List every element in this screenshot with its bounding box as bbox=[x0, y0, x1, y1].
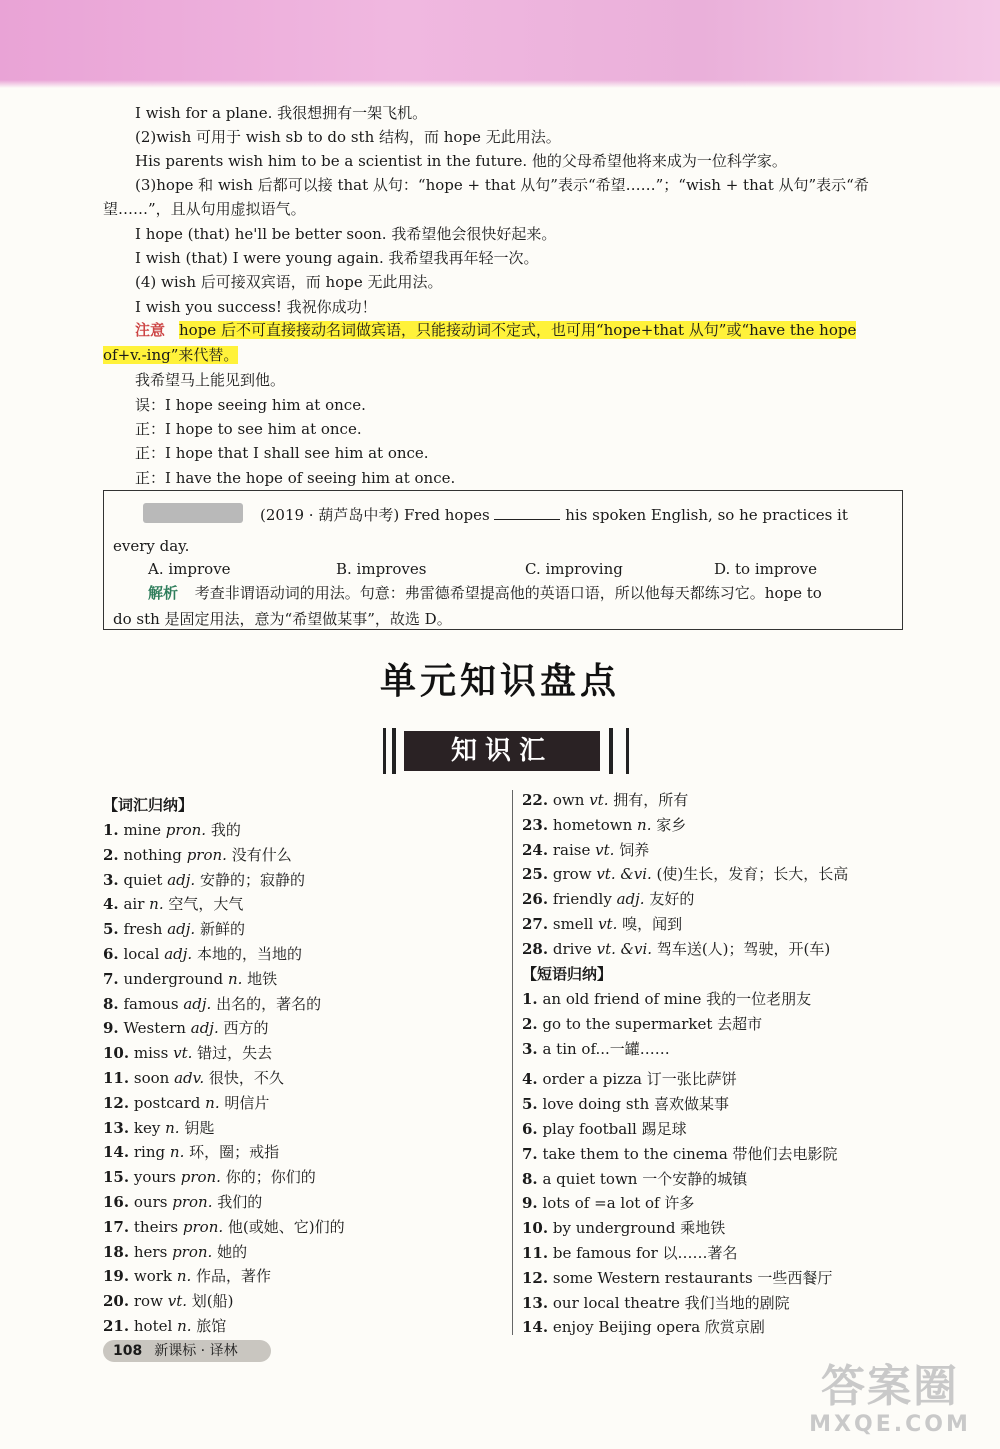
vocab-item bbox=[103, 1142, 279, 1162]
vocab-word: air bbox=[123, 895, 145, 914]
watermark-logo-text: 答案圈 bbox=[821, 1361, 959, 1412]
question-prefix: (2019 · 葫芦岛中考) Fred hopes bbox=[260, 506, 490, 524]
vocab-meaning: 本地的，当地的 bbox=[196, 945, 302, 963]
vocab-word: ours bbox=[133, 1193, 168, 1211]
note-text-continued: of+v.-ing”来代替。 bbox=[103, 346, 239, 364]
example-line: 我希望马上能见到他。 bbox=[135, 371, 286, 389]
vocab-word: hometown bbox=[552, 815, 633, 834]
vocab-word: grow bbox=[552, 865, 592, 884]
option-d: D. to improve bbox=[714, 560, 818, 578]
example-line: 正：I hope that I shall see him at once. bbox=[135, 444, 429, 462]
series-name: 新课标 · 译林 bbox=[154, 1343, 238, 1359]
phrase-text: order a pizza 订一张比萨饼 bbox=[542, 1070, 737, 1089]
vocab-pos: pron. bbox=[186, 845, 227, 864]
vocab-pos: vt. bbox=[167, 1292, 187, 1311]
note-line-2 bbox=[103, 345, 238, 365]
vocab-meaning: 错过，失去 bbox=[197, 1044, 273, 1063]
vocab-meaning: 嗅，闻到 bbox=[622, 915, 683, 933]
note-label: 注意 bbox=[135, 321, 166, 339]
phrase-item bbox=[522, 1144, 838, 1164]
vocab-pos: pron. bbox=[172, 1193, 213, 1211]
phrase-item bbox=[522, 1119, 687, 1139]
vocab-pos: n. bbox=[205, 1093, 220, 1112]
vocab-meaning: 环，圈；戒指 bbox=[189, 1143, 280, 1162]
vocab-word: local bbox=[123, 945, 160, 963]
vocab-number: 18. bbox=[103, 1242, 130, 1261]
phrase-text: enjoy Beijing opera 欣赏京剧 bbox=[552, 1318, 765, 1337]
vocab-number: 13. bbox=[103, 1118, 130, 1137]
vocab-pos: adj. bbox=[183, 994, 212, 1013]
vocab-meaning: 我们的 bbox=[217, 1193, 263, 1211]
example-line: 正：I have the hope of seeing him at once. bbox=[135, 469, 456, 487]
vocab-heading: 【词汇归纳】 bbox=[103, 796, 194, 814]
top-decorative-band bbox=[0, 0, 1000, 88]
section-banner: 知识汇 bbox=[404, 731, 600, 771]
explanation-line: I wish you success! 我祝你成功！ bbox=[135, 298, 377, 316]
vocab-pos: n. bbox=[177, 1317, 192, 1335]
option-c: C. improving bbox=[525, 560, 623, 578]
vocab-number: 27. bbox=[522, 915, 549, 933]
exercise-question-cont: every day. bbox=[113, 537, 190, 555]
phrase-number: 6. bbox=[522, 1120, 538, 1138]
vocab-number: 17. bbox=[103, 1217, 130, 1236]
explanation-line: 望……”，且从句用虚拟语气。 bbox=[103, 200, 306, 218]
phrase-number: 13. bbox=[522, 1293, 549, 1312]
column-divider bbox=[512, 790, 513, 1335]
vocab-item bbox=[103, 894, 243, 914]
vocab-word: friendly bbox=[552, 890, 612, 909]
vocab-pos: n. bbox=[176, 1267, 192, 1286]
phrase-item bbox=[522, 1317, 765, 1337]
vocab-pos: pron. bbox=[182, 1217, 224, 1236]
phrase-number: 11. bbox=[522, 1244, 549, 1262]
vocab-number: 24. bbox=[522, 840, 549, 859]
phrase-item bbox=[522, 1293, 790, 1313]
vocab-meaning: 西方的 bbox=[223, 1019, 269, 1038]
vocab-item bbox=[103, 1167, 316, 1187]
vocab-meaning: 我的 bbox=[210, 821, 241, 839]
explanation-line: (2)wish 可用于 wish sb to do sth 结构，而 hope 无此用法。 bbox=[135, 128, 561, 146]
explanation-line: (4) wish 后可接双宾语，而 hope 无此用法。 bbox=[135, 273, 443, 291]
vocab-number: 4. bbox=[103, 895, 119, 914]
vocab-word: underground bbox=[123, 969, 224, 988]
vocab-item bbox=[103, 1018, 269, 1038]
phrase-text: an old friend of mine 我的一位老朋友 bbox=[542, 990, 812, 1008]
vocab-number: 21. bbox=[103, 1317, 130, 1335]
phrase-text: our local theatre 我们当地的剧院 bbox=[552, 1293, 790, 1312]
vocab-meaning: 钥匙 bbox=[184, 1118, 215, 1137]
phrase-text: by underground 乘地铁 bbox=[552, 1219, 726, 1238]
vocab-item bbox=[103, 1291, 234, 1311]
vocab-pos: adj. bbox=[167, 870, 196, 889]
question-suffix: his spoken English, so he practices it bbox=[565, 506, 848, 524]
phrase-number: 8. bbox=[522, 1169, 538, 1188]
vocab-number: 5. bbox=[103, 920, 119, 939]
vocab-meaning: 地铁 bbox=[247, 969, 278, 988]
vocab-item bbox=[103, 1043, 272, 1063]
vocab-pos: n. bbox=[165, 1118, 180, 1137]
phrase-number: 10. bbox=[522, 1219, 549, 1238]
vocab-item bbox=[103, 845, 292, 865]
vocab-number: 19. bbox=[103, 1267, 130, 1286]
vocab-word: hotel bbox=[133, 1317, 173, 1335]
vocab-word: hers bbox=[133, 1242, 168, 1261]
vocab-word: quiet bbox=[123, 870, 163, 889]
example-line: 误：I hope seeing him at once. bbox=[135, 396, 366, 414]
phrase-item bbox=[522, 1243, 738, 1263]
explanation-line: (3)hope 和 wish 后都可以接 that 从句：“hope + that 从句”表示“希望……”；“wish + that 从句”表示“希 bbox=[135, 176, 869, 194]
phrase-number: 4. bbox=[522, 1070, 538, 1089]
phrase-number: 7. bbox=[522, 1144, 538, 1163]
vocab-word: famous bbox=[123, 994, 179, 1013]
phrase-item bbox=[522, 1014, 762, 1034]
answer-blank bbox=[494, 503, 560, 520]
phrase-number: 9. bbox=[522, 1194, 538, 1213]
vocab-word: raise bbox=[552, 840, 591, 859]
note-text: hope 后不可直接接动名词做宾语，只能接动词不定式，也可用“hope+that 从句”或“have the hope bbox=[179, 321, 857, 339]
vocab-meaning: 驾车送(人)；驾驶，开(车) bbox=[656, 939, 831, 958]
vocab-pos: pron. bbox=[172, 1242, 213, 1261]
vocab-item bbox=[522, 914, 682, 934]
vocab-word: work bbox=[133, 1267, 173, 1286]
vocab-number: 14. bbox=[103, 1143, 130, 1162]
vocab-word: theirs bbox=[133, 1217, 179, 1236]
vocab-item bbox=[103, 820, 241, 840]
vocab-item bbox=[103, 1068, 284, 1088]
vocab-meaning: 你的；你们的 bbox=[225, 1168, 316, 1187]
vocab-number: 10. bbox=[103, 1044, 130, 1063]
vocab-pos: vt. bbox=[589, 791, 609, 809]
vocab-item bbox=[522, 815, 686, 835]
phrase-text: lots of =a lot of 许多 bbox=[542, 1194, 695, 1213]
vocab-word: smell bbox=[552, 915, 594, 933]
vocab-number: 1. bbox=[103, 821, 119, 839]
vocab-item bbox=[103, 1242, 247, 1262]
vocab-meaning: 明信片 bbox=[224, 1093, 270, 1112]
vocab-meaning: 旅馆 bbox=[196, 1317, 227, 1335]
analysis-line-2: do sth 是固定用法，意为“希望做某事”，故选 D。 bbox=[113, 610, 452, 628]
vocab-word: ring bbox=[133, 1143, 166, 1162]
vocab-meaning: 没有什么 bbox=[231, 845, 292, 864]
vocab-pos: adj. bbox=[164, 945, 193, 963]
vocab-item bbox=[103, 1118, 214, 1138]
banner-stripe bbox=[392, 728, 396, 774]
vocab-word: nothing bbox=[123, 845, 182, 864]
phrase-text: a tin of...一罐…… bbox=[542, 1039, 670, 1058]
watermark-url: MXQE.COM bbox=[809, 1412, 971, 1437]
vocab-item bbox=[103, 944, 302, 964]
vocab-meaning: 安静的；寂静的 bbox=[199, 870, 305, 889]
vocab-word: mine bbox=[123, 821, 162, 839]
phrase-number: 3. bbox=[522, 1039, 538, 1058]
vocab-number: 23. bbox=[522, 815, 549, 834]
vocab-pos: adv. bbox=[174, 1069, 205, 1087]
phrase-text: play football 踢足球 bbox=[542, 1120, 687, 1138]
phrase-item bbox=[522, 989, 811, 1009]
vocab-word: Western bbox=[123, 1019, 186, 1038]
vocab-word: postcard bbox=[133, 1093, 201, 1112]
vocab-number: 12. bbox=[103, 1093, 130, 1112]
vocab-item bbox=[522, 864, 848, 884]
vocab-number: 16. bbox=[103, 1193, 130, 1211]
phrase-number: 12. bbox=[522, 1268, 549, 1287]
vocab-number: 11. bbox=[103, 1069, 130, 1087]
vocab-number: 28. bbox=[522, 939, 549, 958]
vocab-item bbox=[103, 994, 321, 1014]
vocab-pos: pron. bbox=[165, 821, 207, 839]
phrase-number: 5. bbox=[522, 1095, 538, 1114]
phrase-item bbox=[522, 1069, 737, 1089]
analysis-label: 解析 bbox=[148, 584, 179, 602]
analysis-line-1 bbox=[148, 583, 822, 603]
phrase-text: take them to the cinema 带他们去电影院 bbox=[542, 1144, 838, 1163]
vocab-item bbox=[103, 1192, 262, 1212]
vocab-number: 15. bbox=[103, 1168, 130, 1187]
vocab-word: row bbox=[133, 1292, 163, 1311]
vocab-item bbox=[522, 939, 830, 959]
vocab-number: 6. bbox=[103, 945, 119, 963]
phrase-item bbox=[522, 1039, 670, 1059]
vocab-item bbox=[103, 969, 277, 989]
vocab-number: 2. bbox=[103, 845, 119, 864]
vocab-pos: n. bbox=[227, 969, 243, 988]
unit-title: 单元知识盘点 bbox=[379, 661, 620, 702]
vocab-pos: adj. bbox=[190, 1019, 219, 1038]
vocab-word: miss bbox=[133, 1044, 169, 1063]
watermark bbox=[790, 1362, 990, 1442]
vocab-pos: n. bbox=[169, 1143, 185, 1162]
vocab-pos: vt. &vi. bbox=[596, 939, 653, 958]
vocab-number: 9. bbox=[103, 1019, 119, 1038]
vocab-number: 25. bbox=[522, 865, 549, 884]
explanation-line: I wish for a plane. 我很想拥有一架飞机。 bbox=[135, 104, 428, 122]
vocab-meaning: 作品，著作 bbox=[196, 1267, 272, 1286]
vocab-meaning: 出名的，著名的 bbox=[216, 994, 322, 1013]
vocab-number: 3. bbox=[103, 870, 119, 889]
explanation-line: I hope (that) he'll be better soon. 我希望他会很快好起来。 bbox=[135, 225, 557, 243]
vocab-item bbox=[522, 889, 694, 909]
phrase-item bbox=[522, 1218, 725, 1238]
vocab-meaning: 她的 bbox=[217, 1242, 248, 1261]
vocab-word: fresh bbox=[123, 920, 163, 939]
exercise-question bbox=[260, 503, 848, 525]
explanation-line: His parents wish him to be a scientist in the future. 他的父母希望他将来成为一位科学家。 bbox=[135, 152, 787, 170]
vocab-pos: adj. bbox=[167, 920, 196, 939]
vocab-pos: adj. bbox=[616, 890, 645, 909]
option-a: A. improve bbox=[148, 560, 231, 578]
vocab-pos: vt. bbox=[598, 915, 618, 933]
vocab-number: 7. bbox=[103, 969, 119, 988]
vocab-number: 8. bbox=[103, 994, 119, 1013]
exercise-tag bbox=[143, 503, 243, 523]
vocab-item bbox=[522, 840, 649, 860]
analysis-text: 考查非谓语动词的用法。句意：弗雷德希望提高他的英语口语，所以他每天都练习它。hope to bbox=[194, 584, 822, 602]
vocab-item bbox=[522, 790, 688, 810]
vocab-meaning: 划(船) bbox=[191, 1292, 234, 1311]
vocab-item bbox=[103, 1266, 271, 1286]
vocab-item bbox=[103, 870, 305, 890]
vocab-pos: pron. bbox=[180, 1168, 221, 1187]
vocab-word: yours bbox=[133, 1168, 176, 1187]
phrase-item bbox=[522, 1094, 729, 1114]
vocab-meaning: 很快，不久 bbox=[208, 1069, 284, 1087]
phrase-item bbox=[522, 1193, 694, 1213]
note-line-1 bbox=[135, 320, 856, 340]
phrase-text: be famous for 以……著名 bbox=[552, 1244, 738, 1262]
vocab-meaning: 新鲜的 bbox=[199, 920, 245, 939]
page-number: 108 bbox=[113, 1343, 143, 1359]
vocab-meaning: 家乡 bbox=[656, 815, 687, 834]
vocab-pos: vt. bbox=[173, 1044, 193, 1063]
vocab-meaning: 空气，大气 bbox=[168, 895, 244, 914]
vocab-meaning: 饲养 bbox=[619, 840, 650, 859]
vocab-item bbox=[103, 1217, 345, 1237]
phrase-number: 1. bbox=[522, 990, 538, 1008]
vocab-word: own bbox=[552, 791, 585, 809]
phrase-number: 14. bbox=[522, 1318, 549, 1337]
vocab-pos: n. bbox=[149, 895, 164, 914]
vocab-item bbox=[103, 1093, 269, 1113]
phrase-item bbox=[522, 1268, 832, 1288]
phrase-item bbox=[522, 1169, 747, 1189]
vocab-number: 20. bbox=[103, 1292, 130, 1311]
vocab-number: 26. bbox=[522, 890, 549, 909]
vocab-item bbox=[103, 1316, 226, 1336]
vocab-item bbox=[103, 919, 245, 939]
vocab-word: drive bbox=[552, 939, 592, 958]
example-line: 正：I hope to see him at once. bbox=[135, 420, 362, 438]
vocab-number: 22. bbox=[522, 791, 549, 809]
option-b: B. improves bbox=[336, 560, 427, 578]
vocab-word: soon bbox=[133, 1069, 170, 1087]
vocab-meaning: 拥有，所有 bbox=[613, 791, 689, 809]
page-footer bbox=[103, 1340, 271, 1362]
vocab-word: key bbox=[133, 1118, 161, 1137]
vocab-pos: vt. bbox=[595, 840, 615, 859]
vocab-pos: n. bbox=[637, 815, 652, 834]
banner-stripe bbox=[609, 728, 613, 774]
phrase-text: a quiet town 一个安静的城镇 bbox=[542, 1169, 748, 1188]
phrase-heading: 【短语归纳】 bbox=[522, 965, 613, 983]
vocab-meaning: (使)生长，发育；长大，长高 bbox=[656, 865, 849, 884]
explanation-line: I wish (that) I were young again. 我希望我再年轻一次。 bbox=[135, 249, 539, 267]
phrase-text: go to the supermarket 去超市 bbox=[542, 1014, 763, 1033]
phrase-text: some Western restaurants 一些西餐厅 bbox=[552, 1268, 833, 1287]
phrase-number: 2. bbox=[522, 1014, 538, 1033]
vocab-meaning: 他(或她、它)们的 bbox=[227, 1217, 345, 1236]
vocab-pos: vt. &vi. bbox=[596, 865, 652, 884]
vocab-meaning: 友好的 bbox=[649, 890, 695, 909]
phrase-text: love doing sth 喜欢做某事 bbox=[542, 1095, 730, 1114]
